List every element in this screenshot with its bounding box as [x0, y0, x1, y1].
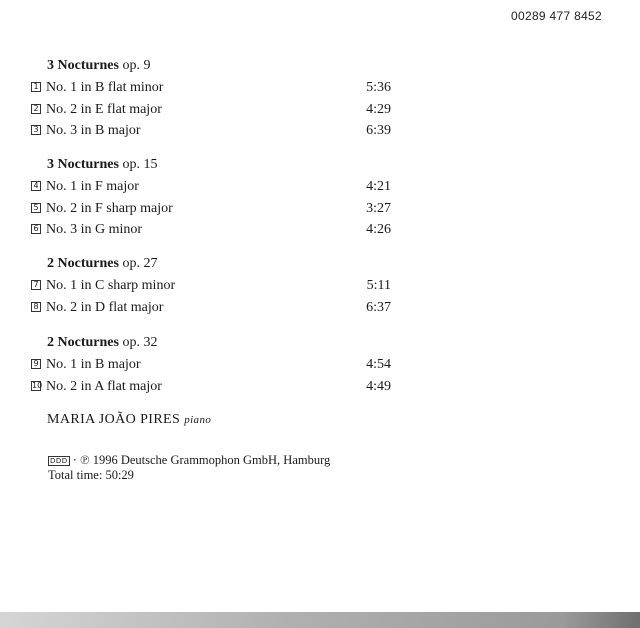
track-number-box: 8: [31, 302, 41, 312]
track-duration: 6:37: [366, 299, 391, 315]
track-row: [31, 77, 391, 99]
credits-block: [48, 453, 330, 483]
track-title: No. 1 in B flat minor: [46, 80, 164, 95]
opus-number: op. 27: [122, 256, 158, 271]
performer-instrument: piano: [184, 414, 212, 426]
track-row: [31, 219, 391, 241]
opus-number: op. 9: [122, 58, 151, 73]
track-number-box: 4: [31, 181, 41, 191]
section-heading: [31, 154, 391, 176]
track-row: [31, 120, 391, 142]
track-number-box: 3: [31, 125, 41, 135]
track-title: No. 1 in C sharp minor: [46, 278, 176, 293]
track-duration: 4:21: [366, 179, 391, 194]
track-duration: 4:26: [366, 222, 391, 238]
opus-number: op. 15: [122, 157, 158, 172]
track-number-box: 1: [31, 82, 41, 92]
track-title: No. 2 in A flat major: [46, 378, 162, 394]
section-heading: [31, 253, 391, 275]
copyright-line: [48, 453, 330, 468]
track-number-box: 5: [31, 203, 41, 213]
section-op15: [31, 154, 391, 241]
opus-number: op. 32: [122, 335, 158, 350]
copyright-text: · ℗ 1996 Deutsche Grammophon GmbH, Hamburg: [72, 453, 331, 467]
track-duration: 4:29: [366, 101, 391, 117]
bottom-edge-bar: [0, 612, 640, 628]
track-row: [31, 99, 391, 121]
section-heading: [31, 55, 391, 77]
performer-name: MARIA JOÃO PIRES: [47, 412, 181, 427]
track-title: No. 1 in F major: [46, 179, 139, 194]
track-title: No. 2 in D flat major: [46, 299, 164, 315]
track-number-box: 7: [31, 280, 41, 290]
section-heading: [31, 332, 391, 354]
track-duration: 6:39: [366, 123, 391, 139]
track-row: [31, 275, 391, 297]
work-title: 3 Nocturnes: [47, 58, 119, 73]
work-title: 2 Nocturnes: [47, 335, 119, 350]
track-row: [31, 198, 391, 220]
section-op27: [31, 253, 391, 318]
track-duration: 3:27: [366, 200, 391, 216]
track-number-box: 6: [31, 224, 41, 234]
track-duration: 4:49: [366, 378, 391, 394]
track-duration: 4:54: [366, 357, 391, 372]
section-op32: [31, 332, 391, 397]
track-row: [31, 354, 391, 376]
track-number-box: 9: [31, 359, 41, 369]
catalog-number: 00289 477 8452: [511, 9, 602, 23]
track-title: No. 2 in F sharp major: [46, 200, 173, 216]
ddd-badge: DDD: [50, 457, 68, 465]
track-row: [31, 297, 391, 319]
track-title: No. 3 in G minor: [46, 222, 143, 238]
track-duration: 5:36: [366, 80, 391, 95]
section-op9: [31, 55, 391, 142]
track-number-box: 2: [31, 104, 41, 114]
track-row: [31, 176, 391, 198]
track-title: No. 3 in B major: [46, 123, 141, 139]
track-title: No. 1 in B major: [46, 357, 141, 372]
track-duration: 5:11: [366, 278, 391, 293]
work-title: 3 Nocturnes: [47, 157, 119, 172]
track-row: [31, 376, 391, 398]
work-title: 2 Nocturnes: [47, 256, 119, 271]
total-time: Total time: 50:29: [48, 468, 134, 482]
performer-credit: [47, 412, 211, 428]
track-number-box: 10: [32, 380, 43, 390]
track-title: No. 2 in E flat major: [46, 101, 162, 117]
